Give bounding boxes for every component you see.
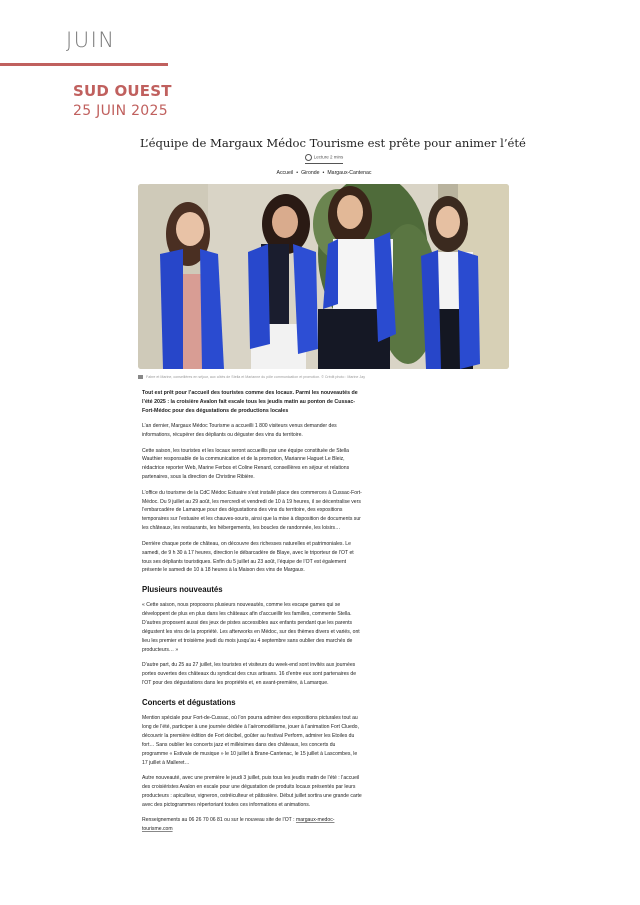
- source-name: SUD OUEST: [73, 82, 172, 100]
- month-label: JUIN: [66, 28, 116, 52]
- article-photo: [138, 184, 509, 369]
- article-lead: Tout est prêt pour l’accueil des touristes comme des locaux. Parmi les nouveautés de l’été 2025 : la croisière Avalon fait escale tous les jeudis matin au ponton de Cussac-Fort-Médoc pour des dégustations de productions locales: [142, 390, 358, 414]
- read-time-underline: [305, 163, 343, 164]
- breadcrumb-separator: •: [322, 170, 325, 176]
- paragraph: Derrière chaque porte de château, on découvre des richesses naturelles et patrimoniales. Le samedi, de 9 h 30 à 17 heures, direction le débarcadère de Blaye, avec le triporteur de l’OT et tous ses dépliants touristiques. Enfin du 5 juillet au 23 août, l’équipe de l’OT est également présente le samedi de 10 à 18 heures à la Maison des vins de Margaux.: [142, 540, 354, 574]
- camera-icon: [138, 375, 143, 379]
- paragraph: L’an dernier, Margaux Médoc Tourisme a accueilli 1 800 visiteurs venus demander des informations, récupérer des dépliants ou déguster des vins du territoire.: [142, 423, 337, 439]
- paragraph: Cette saison, les touristes et les locaux seront accueillis par une équipe constituée de Stella Wauthier responsable de la communication et de la promotion, Marianne Haguet Le Bleiz, rédactrice reporter Web, Marine Ferbos et Coline Renard, conseillères en séjour et relations partenaires, sous la direction de Christine Ribière.: [142, 447, 350, 481]
- section-heading-concerts: Concerts et dégustations: [142, 697, 236, 707]
- breadcrumb-item-accueil[interactable]: Accueil: [276, 170, 294, 176]
- publication-date: 25 JUIN 2025: [73, 103, 168, 119]
- breadcrumb-item-gironde[interactable]: Gironde: [301, 170, 320, 176]
- read-time-label: Lecture 2 mins: [313, 154, 344, 160]
- article-title: L’équipe de Margaux Médoc Tourisme est prête pour animer l’été: [140, 136, 526, 150]
- section-heading-nouveautes: Plusieurs nouveautés: [142, 585, 223, 595]
- paragraph: Autre nouveauté, avec une première le jeudi 3 juillet, puis tous les jeudis matin de l’été : l’accueil des croisiéristes Avalon en escale pour une dégustation de produits locaux présentés par leurs producteurs : apiculteur, vigneron, ostréiculteur et pâtissière. Début juillet sortira une grande carte avec des pictogrammes répertoriant toutes ces informations et animations.: [142, 774, 362, 808]
- paragraph: Mention spéciale pour Fort-de-Cussac, où l’on pourra admirer des expositions picturales tout au long de l’été, participer à une journée dédiée à l’aéromodélisme, jouer à l’animation Fort Cluedo, découvrir la première édition de Fort décibel, goûter au festival Perform, admirer les Etoiles du fort… Sans oublier les concerts jazz et millésimes dans des châteaux, les concerts du programme « Estivale de musique » le 10 juillet à Brane-Cantenac, le 15 juillet à Lascombes, le 17 juillet à Malleret…: [142, 714, 359, 766]
- breadcrumb: [140, 170, 508, 176]
- read-time: [140, 154, 508, 161]
- contact-paragraph: [142, 816, 362, 834]
- website-link[interactable]: margaux-medoc-tourisme.com: [142, 817, 335, 832]
- breadcrumb-item-margaux-cantenac[interactable]: Margaux-Cantenac: [327, 170, 372, 176]
- photo-caption-text: Fabre et Marine, conseillères en séjour, aux côtés de Stella et Marianne du pôle communication et promotion. © Crédit photo : Marine Jay: [146, 375, 365, 379]
- contact-text: Renseignements au 06 26 70 06 81 ou sur le nouveau site de l’OT :: [142, 817, 296, 824]
- paragraph: L’office du tourisme de la CdC Médoc Estuaire s’est installé place des commerces à Cussac-Fort-Médoc. Du 9 juillet au 29 août, les mercredi et vendredi de 10 à 19 heures, il se décentralise vers l’embarcadère de Lamarque pour des dégustations des vins du territoire, des expositions temporaires sur l’estuaire et les chauves-souris, ainsi que la mise à disposition de documents sur les châteaux, les restaurants, les hébergements, les boucles de randonnée, les loisirs…: [142, 489, 362, 532]
- photo-caption: [138, 375, 509, 379]
- paragraph: « Cette saison, nous proposons plusieurs nouveautés, comme les escape games qui se développent de plus en plus dans les châteaux afin d’accueillir les familles, commente Stella. D’autres proposent aussi des jeux de pistes accessibles aux enfants pendant que les parents dégustent les vins de la propriété. Les afterworks en Médoc, sur des thèmes divers et variés, ont lieu les premier et troisième jeudi du mois jusqu’au 4 septembre sans oublier des marchés de producteurs… »: [142, 602, 360, 653]
- clock-icon: [305, 154, 312, 161]
- paragraph: D’autre part, du 25 au 27 juillet, les touristes et visiteurs du week-end sont invités aux journées portes ouvertes des châteaux du syndicat des crus artisans. 16 d’entre eux sont partenaires de l’OT pour des dégustations dans les propriétés et, en avant-première, à Lamarque.: [142, 662, 357, 687]
- header-divider: [0, 63, 168, 66]
- article-body: [142, 389, 362, 840]
- breadcrumb-separator: •: [296, 170, 299, 176]
